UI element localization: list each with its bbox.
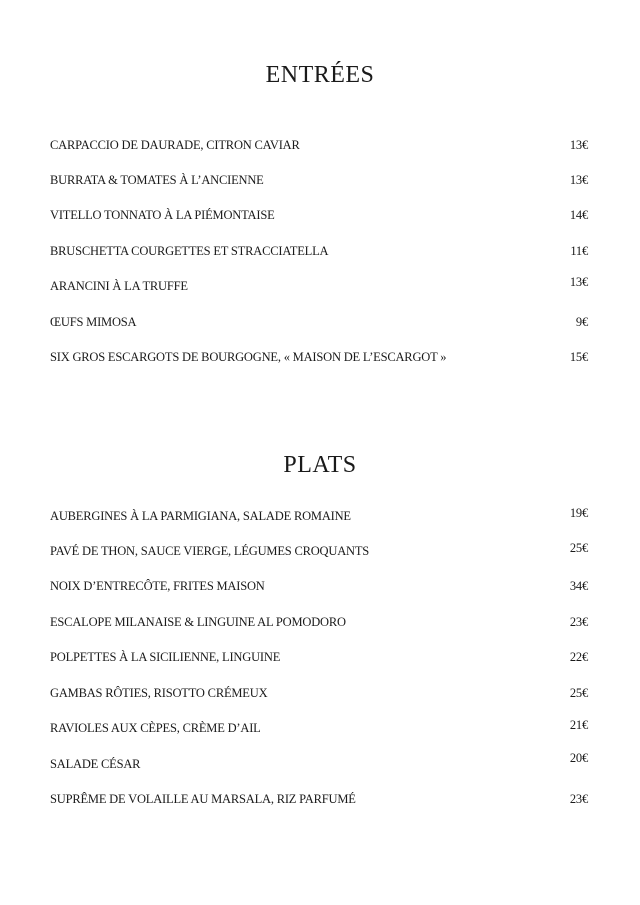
section-title-plats: PLATS (283, 452, 357, 478)
menu-item-price: 22€ (569, 650, 588, 664)
menu-item-price: 25€ (569, 541, 588, 555)
menu-item-price: 13€ (569, 275, 588, 289)
menu-item-price: 13€ (569, 173, 588, 187)
menu-item (50, 615, 590, 635)
menu-item-name: CARPACCIO DE DAURADE, CITRON CAVIAR (50, 138, 300, 152)
menu-item-price: 15€ (569, 350, 588, 364)
menu-item-price: 34€ (569, 579, 588, 593)
menu-item-price: 19€ (569, 506, 588, 520)
menu-item-name: ESCALOPE MILANAISE & LINGUINE AL POMODORO (50, 615, 346, 629)
menu-item (50, 579, 590, 599)
menu-item-name: SIX GROS ESCARGOTS DE BOURGOGNE, « MAISON DE L’ESCARGOT » (50, 350, 447, 364)
menu-item-price: 25€ (569, 686, 588, 700)
section-title-entrees: ENTRÉES (265, 62, 375, 88)
menu-item-name: GAMBAS RÔTIES, RISOTTO CRÉMEUX (50, 686, 268, 700)
menu-item-name: PAVÉ DE THON, SAUCE VIERGE, LÉGUMES CROQUANTS (50, 544, 370, 558)
menu-item (50, 506, 590, 529)
menu-item (50, 792, 590, 812)
menu-item-name: BURRATA & TOMATES À L’ANCIENNE (50, 173, 264, 187)
menu-item (50, 138, 590, 158)
menu-item (50, 751, 590, 777)
menu-item-name: BRUSCHETTA COURGETTES ET STRACCIATELLA (50, 244, 329, 258)
menu-item (50, 244, 590, 264)
menu-item (50, 541, 590, 564)
menu-item-name: SUPRÊME DE VOLAILLE AU MARSALA, RIZ PARFUMÉ (50, 792, 356, 806)
menu-item-price: 14€ (569, 208, 588, 222)
menu-item (50, 208, 590, 228)
menu-item (50, 275, 590, 299)
menu-item-name: POLPETTES À LA SICILIENNE, LINGUINE (50, 650, 281, 664)
menu-item-price: 23€ (569, 792, 588, 806)
menu-item-price: 21€ (569, 718, 588, 732)
menu-item-name: AUBERGINES À LA PARMIGIANA, SALADE ROMAINE (50, 509, 351, 523)
menu-item-price: 13€ (569, 138, 588, 152)
menu-item-name: ŒUFS MIMOSA (50, 315, 137, 329)
menu-item-name: NOIX D’ENTRECÔTE, FRITES MAISON (50, 579, 265, 593)
menu-item-price: 20€ (569, 751, 588, 765)
menu-item-price: 23€ (569, 615, 588, 629)
menu-item-name: VITELLO TONNATO À LA PIÉMONTAISE (50, 208, 275, 222)
menu-item-name: RAVIOLES AUX CÈPES, CRÈME D’AIL (50, 721, 261, 735)
menu-item-price: 9€ (575, 315, 588, 329)
menu-item (50, 315, 590, 335)
menu-item (50, 718, 590, 741)
menu-item (50, 686, 590, 706)
menu-item (50, 350, 590, 370)
menu-item (50, 650, 590, 670)
menu-item-price: 11€ (570, 244, 588, 258)
menu-item (50, 173, 590, 193)
menu-item-name: SALADE CÉSAR (50, 757, 141, 771)
menu-item-name: ARANCINI À LA TRUFFE (50, 279, 188, 293)
